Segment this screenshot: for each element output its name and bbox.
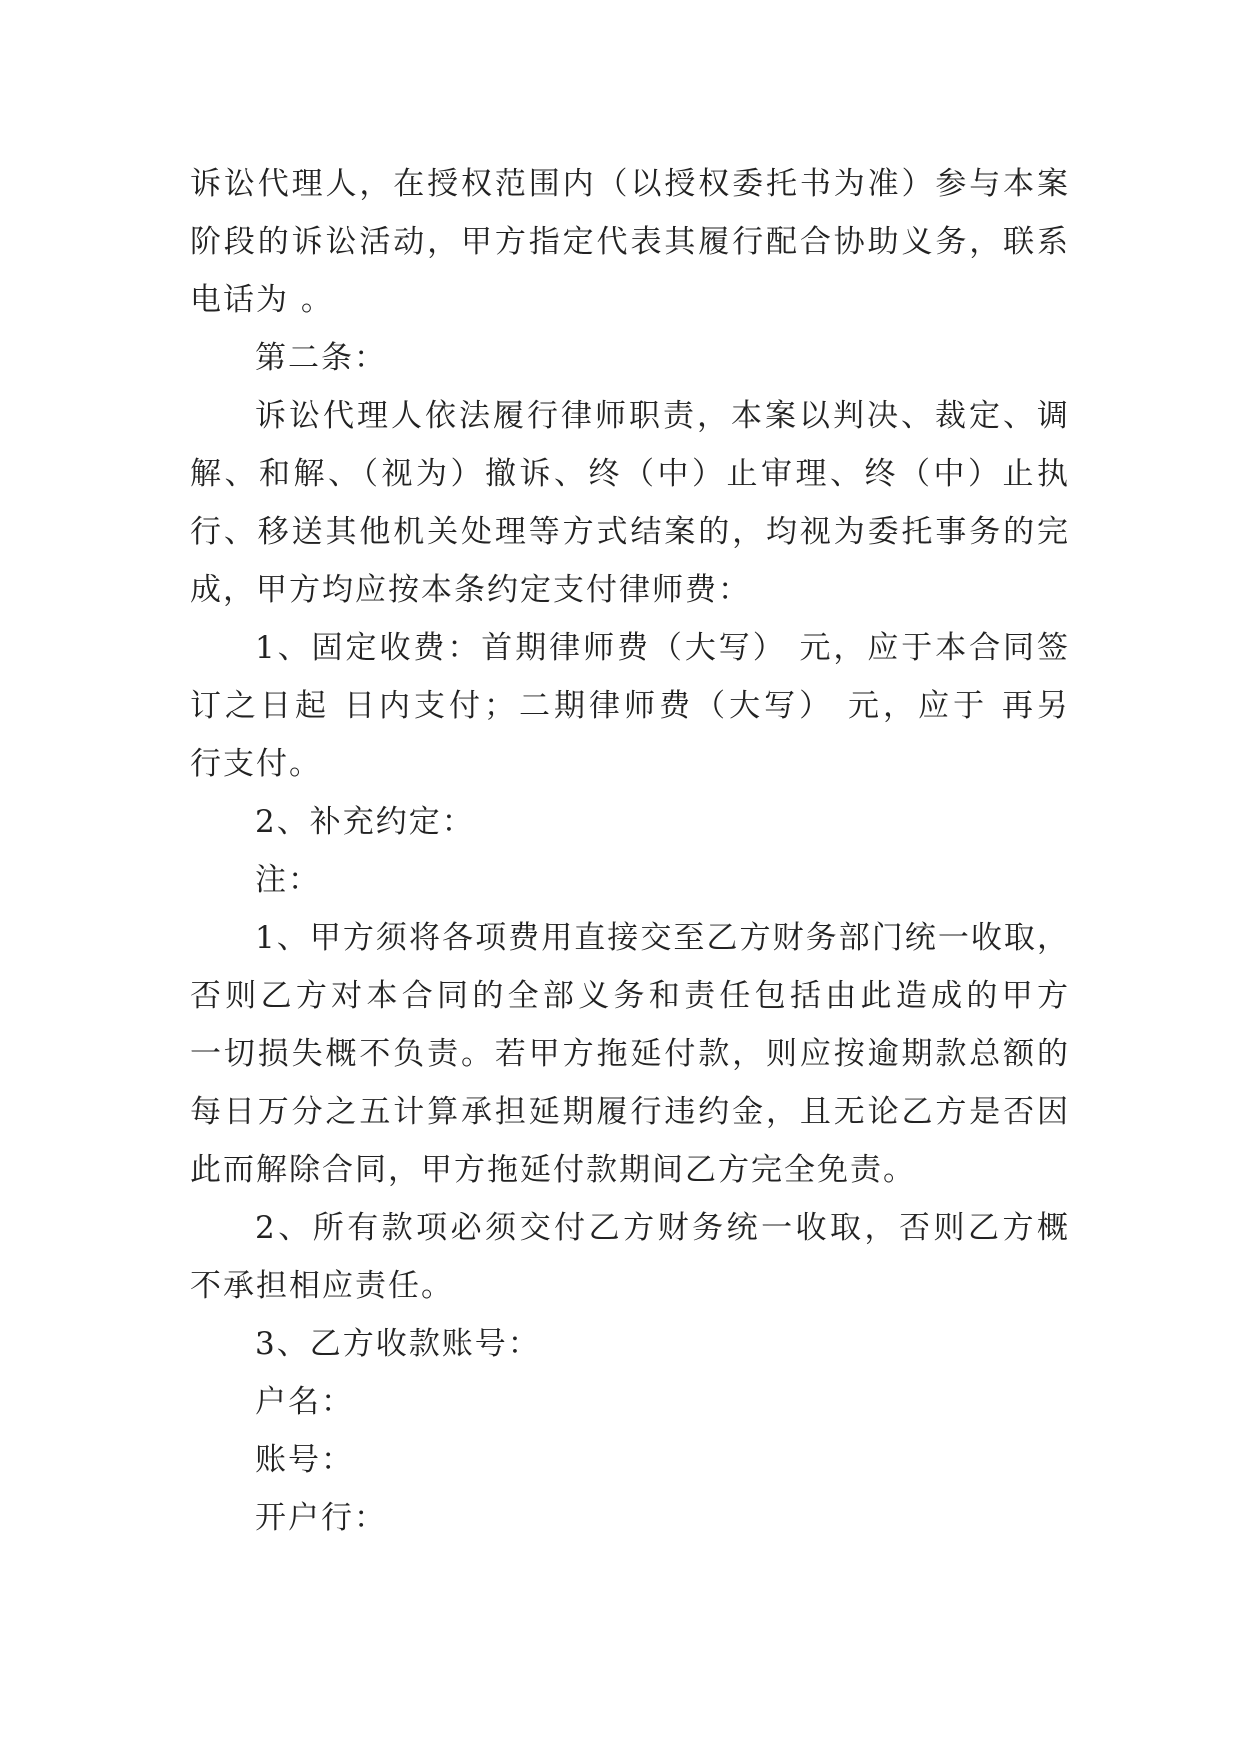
text-line: 行、移送其他机关处理等方式结案的，均视为委托事务的完: [190, 514, 1070, 550]
text-line: 阶段的诉讼活动，甲方指定代表其履行配合协助义务，联系: [190, 224, 1070, 260]
text-line: 3、乙方收款账号：: [255, 1326, 541, 1362]
text-line: 电话为 。: [190, 282, 334, 318]
text-line: 否则乙方对本合同的全部义务和责任包括由此造成的甲方: [190, 978, 1070, 1014]
text-line: 2、补充约定：: [255, 804, 475, 840]
text-line: 解、和解、（视为）撤诉、终（中）止审理、终（中）止执: [190, 456, 1070, 492]
text-line: 行支付。: [190, 746, 322, 782]
text-line: 诉讼代理人依法履行律师职责，本案以判决、裁定、调: [255, 398, 1070, 434]
text-line: 此而解除合同，甲方拖延付款期间乙方完全免责。: [190, 1152, 916, 1188]
text-line: 成，甲方均应按本条约定支付律师费：: [190, 572, 751, 608]
text-line: 2、所有款项必须交付乙方财务统一收取，否则乙方概: [255, 1210, 1070, 1246]
text-line: 订之日起 日内支付；二期律师费（大写） 元，应于 再另: [190, 688, 1070, 724]
bank-label: 开户行：: [255, 1500, 387, 1536]
text-line: 诉讼代理人，在授权范围内（以授权委托书为准）参与本案: [190, 166, 1070, 202]
article-heading: 第二条：: [255, 340, 387, 376]
account-name-label: 户名：: [255, 1384, 354, 1420]
text-line: 1、甲方须将各项费用直接交至乙方财务部门统一收取，: [255, 920, 1070, 956]
text-line: 不承担相应责任。: [190, 1268, 454, 1304]
text-line: 一切损失概不负责。若甲方拖延付款，则应按逾期款总额的: [190, 1036, 1070, 1072]
text-line: 1、固定收费：首期律师费（大写） 元，应于本合同签: [255, 630, 1070, 666]
account-number-label: 账号：: [255, 1442, 354, 1478]
text-line: 每日万分之五计算承担延期履行违约金，且无论乙方是否因: [190, 1094, 1070, 1130]
note-heading: 注：: [255, 862, 321, 898]
